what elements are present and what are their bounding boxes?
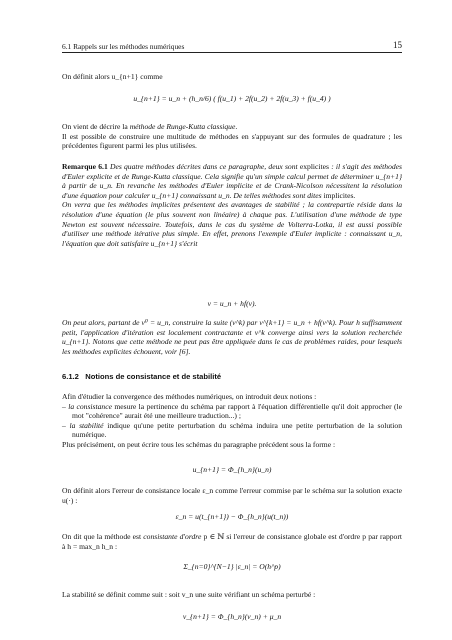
paragraph-order	[62, 532, 402, 551]
p2-prefix: On vient de décrire la	[62, 122, 130, 131]
p3-text: Il est possible de construire une multitude de méthodes en s'appuyant sur des formules de quadrature ; les précédentes figurent parmi les plus utilisées.	[62, 131, 402, 151]
equation-rk4-text: u_{n+1} = u_n + (h_n/6) ( f(u_1) + 2f(u_2) + 2f(u_3) + f(u_4) )	[133, 94, 331, 103]
remark-explicites: explicites	[299, 162, 329, 171]
p7-italic: consistante d'ordre	[143, 532, 202, 541]
p8-text: La stabilité se définit comme suit : soit v_n une suite vérifiant un schéma perturbé :	[62, 590, 316, 599]
p5-text: Plus précisément, on peut écrire tous les schémas du paragraphe précédent sous la forme :	[62, 439, 336, 449]
remark-text3: .	[353, 190, 356, 200]
equation-implicit	[62, 299, 402, 309]
p2-suffix: .	[235, 122, 238, 131]
remark-text2: : il s'agit des méthodes d'Euler explicite et de Runge-Kutta classique. Cela signifie qu'un simple calcul permet de déterminer u_{n+1} à partir de u_n. En revanche les méthodes d'Euler implicite et de Crank-Nicolson nécessitent la résolution d'une équation pour calculer u_{n+1} connaissant u_n. De telles méthodes sont dites	[62, 162, 403, 200]
p4-text: Afin d'étudier la convergence des méthodes numériques, on introduit deux notions :	[62, 392, 317, 401]
equation-global-order-text: Σ_{n=0}^{N−1} |ε_n| = O(h^p)	[183, 562, 281, 571]
bullet2-text: indique qu'une petite perturbation du schéma induira une petite perturbation de la solution numérique.	[72, 420, 402, 440]
equation-scheme-text: u_{n+1} = Φ_{h_n}(u_n)	[192, 465, 272, 474]
equation-perturbed	[62, 612, 402, 622]
paragraph-stability	[62, 590, 402, 600]
remark-implicites: implicites	[323, 190, 354, 200]
p1-text: On définit alors u_{n+1} comme	[62, 72, 163, 81]
equation-implicit-text: v = u_n + hf(v).	[207, 299, 257, 308]
remark-6-1	[62, 162, 402, 248]
remark-text5: On peut alors, partant de v⁰ = u_n, construire la suite (v^k) par v^{k+1} = u_n + hf(v^k). Pour h suffisamment petit, l'application d'itération est localement contractante et v^k converge ainsi vers la solution recherchée u_{n+1}. Notons que cette méthode ne peut pas être appliquée dans le cas de problèmes raides, pour lesquels les méthodes explicites échouent, voir [6].	[62, 318, 402, 356]
paragraph-rk	[62, 122, 402, 151]
remark-text4: On verra que les méthodes implicites présentent des avantages de stabilité ; la contrepartie réside dans la résolution d'une équation (le plus souvent non linéaire) à chaque pas. L'utilisation d'une méthode de type Newton est souvent nécessaire. Toutefois, dans le cas du système de Volterra-Lotka, il est aussi possible d'utiliser une méthode itérative plus simple. En effet, prenons l'exemple d'Euler implicite : connaissant u_n, l'équation que doit satisfaire u_{n+1} s'écrit	[62, 200, 402, 248]
equation-perturbed-text: v_{n+1} = Φ_{h_n}(v_n) + μ_n	[182, 612, 282, 621]
remark-label: Remarque 6.1	[62, 162, 108, 171]
section-number: 6.1.2	[62, 372, 79, 381]
bullet1-italic: la consistance	[68, 401, 112, 411]
equation-scheme	[62, 465, 402, 475]
equation-rk4	[62, 94, 402, 104]
p7-b: p ∈ ℕ si l'erreur de consistance globale est d'ordre p par rapport à h = max_n h_n :	[62, 532, 402, 551]
header-section: 6.1 Rappels sur les méthodes numériques	[62, 42, 185, 51]
section-title: Notions de consistance et de stabilité	[85, 372, 222, 381]
remark-text1: Des quatre méthodes décrites dans ce paragraphe, deux sont	[107, 162, 300, 171]
remark-continuation	[62, 318, 402, 356]
running-header	[62, 40, 402, 53]
p7-a: On dit que la méthode est	[62, 532, 144, 541]
paragraph-intro	[62, 72, 402, 82]
bullet2-italic: la stabilité	[69, 420, 104, 430]
paragraph-notions	[62, 392, 402, 450]
bullet1-text: mesure la pertinence du schéma par rapport à l'équation différentielle qu'il doit approcher (le mot "cohérence" aurait été une meilleure traduction...) ;	[72, 401, 403, 421]
bullet-stabilite: – la stabilité indique qu'une petite perturbation du schéma induira une petite perturbation de la solution numérique.	[62, 420, 402, 440]
bullet-consistance: – la consistance mesure la pertinence du schéma par rapport à l'équation différentielle qu'il doit approcher (le mot "cohérence" aurait été une meilleure traduction...) ;	[62, 401, 403, 421]
page-number: 15	[393, 40, 402, 50]
p2-italic: méthode de Runge-Kutta classique	[129, 122, 236, 131]
equation-local-error-text: ε_n = u(t_{n+1}) − Φ_{h_n}(u(t_n))	[175, 512, 289, 521]
paragraph-consistency-error	[62, 486, 402, 505]
equation-global-order	[62, 562, 402, 572]
section-heading	[62, 372, 221, 382]
p6-text: On définit alors l'erreur de consistance locale ε_n comme l'erreur commise par le schéma sur la solution exacte u(·) :	[62, 486, 402, 505]
equation-local-error	[62, 512, 402, 522]
